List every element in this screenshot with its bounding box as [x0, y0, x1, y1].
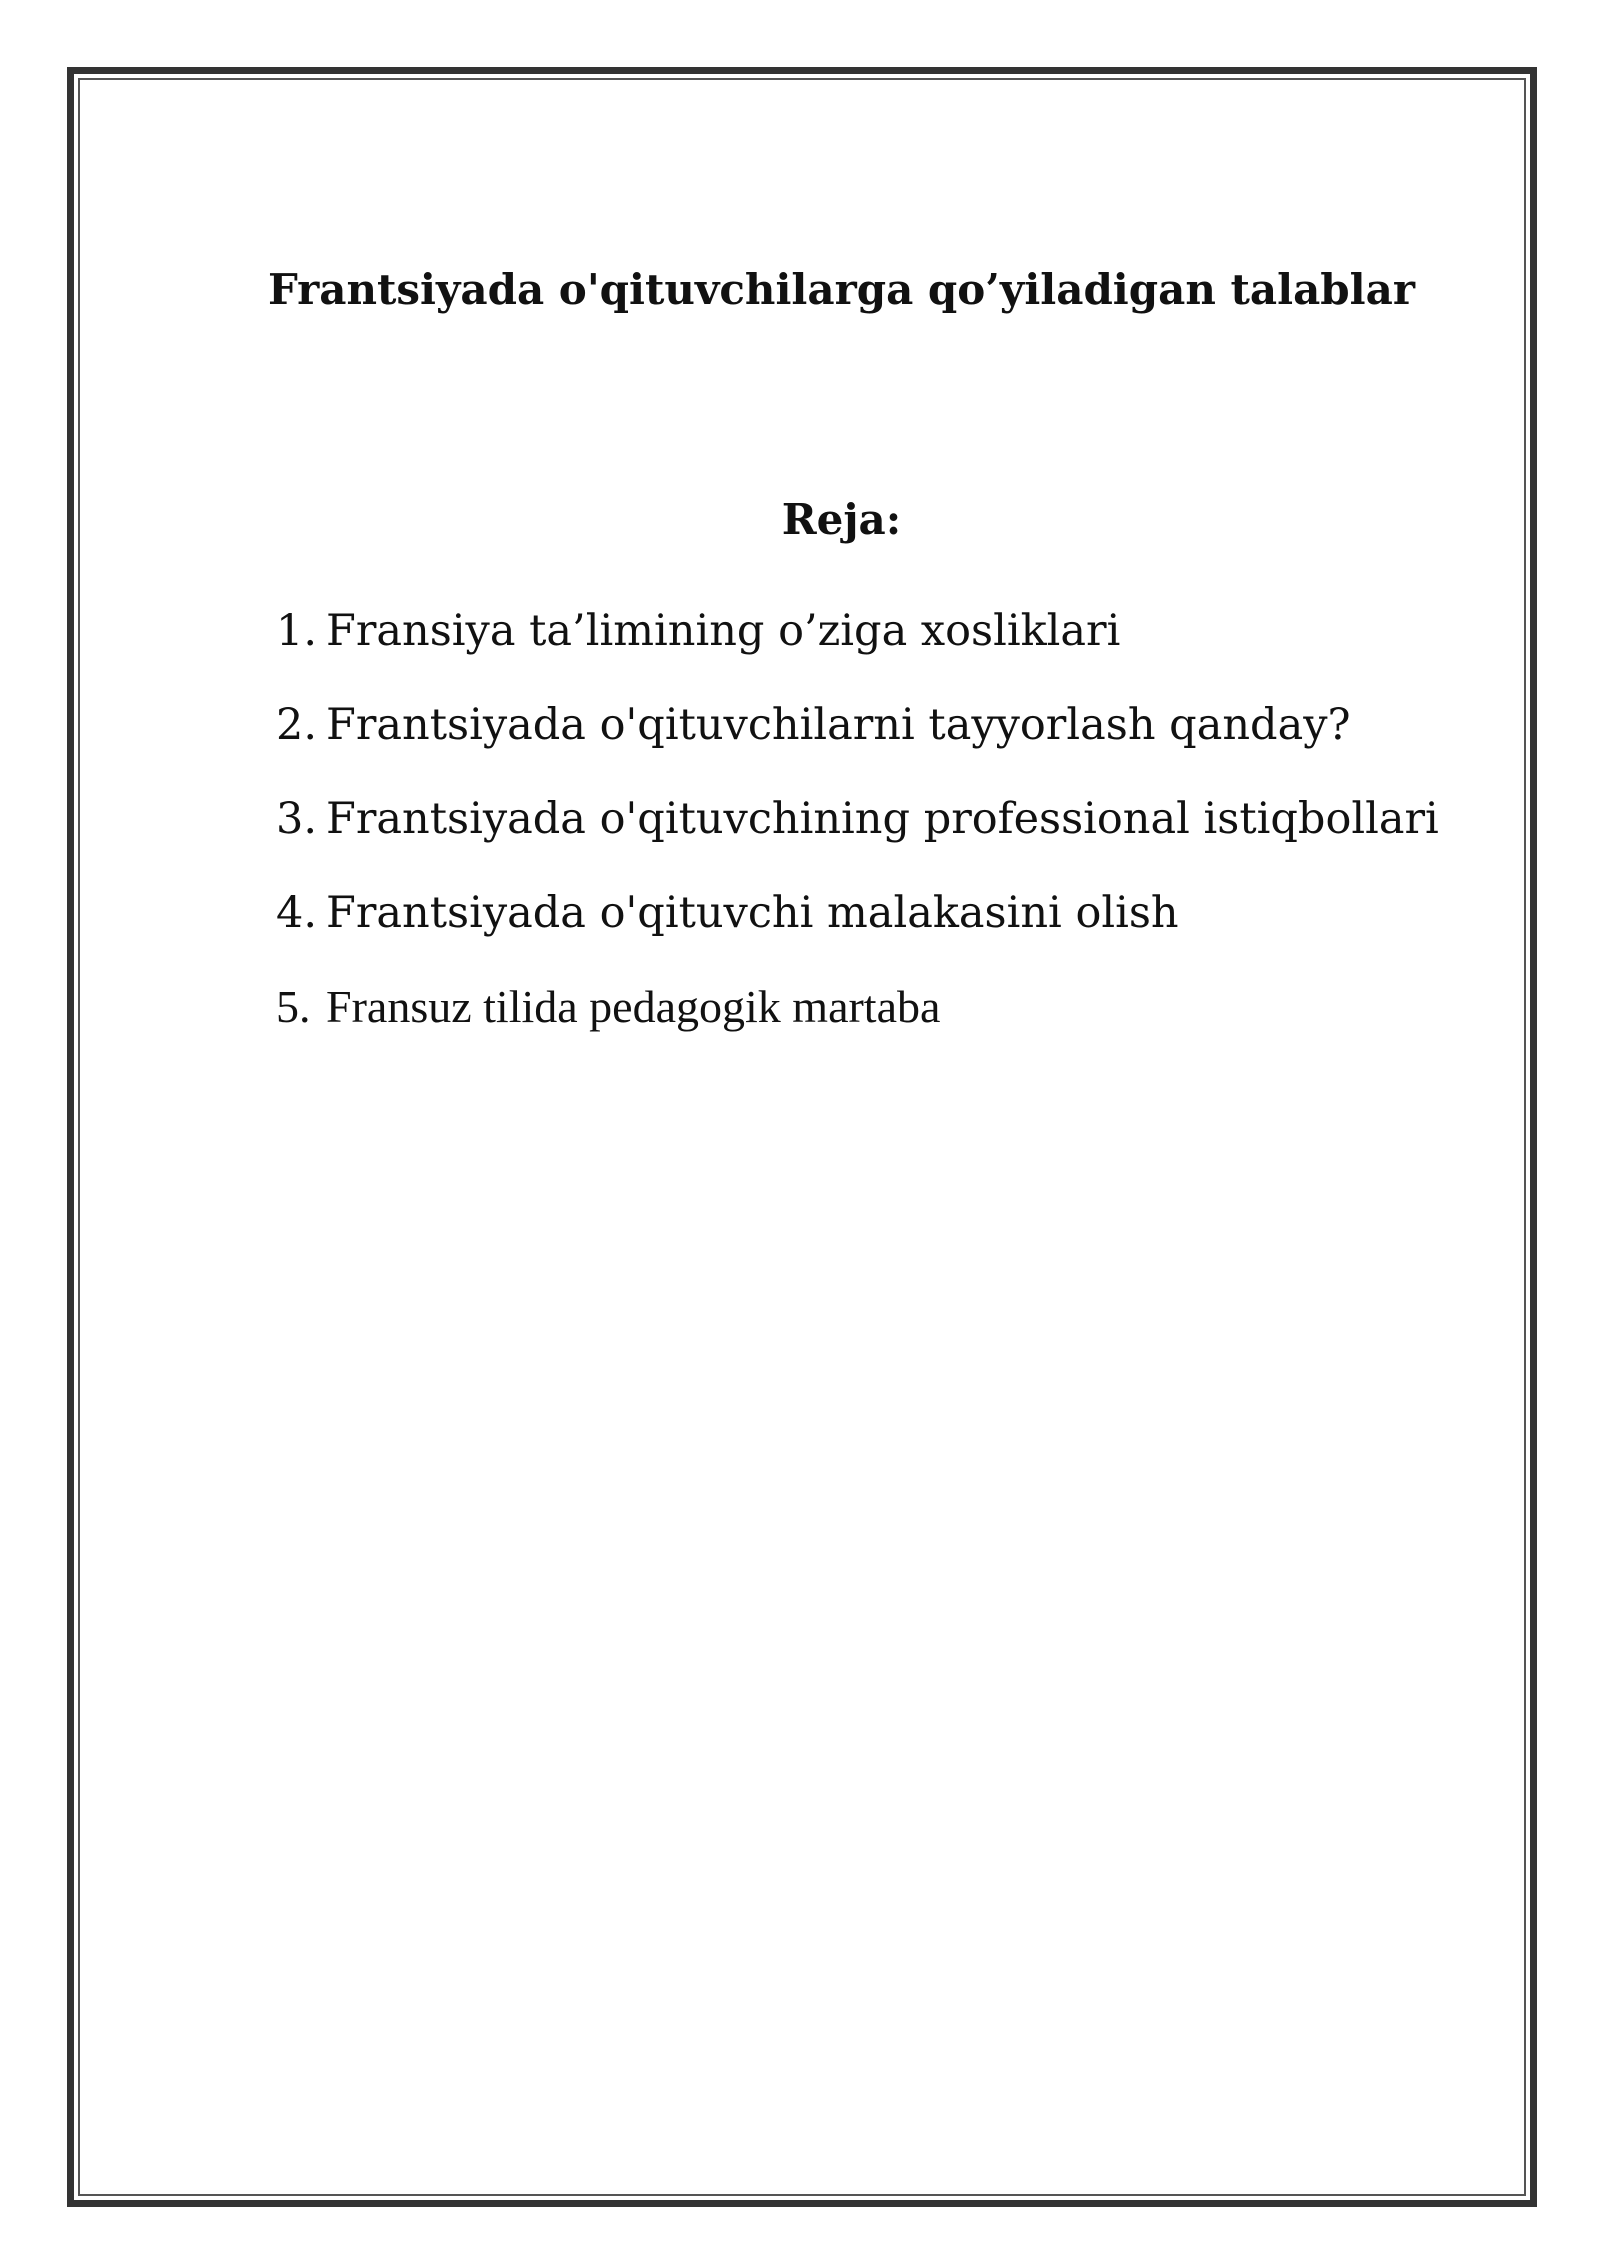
plan-list: [276, 603, 1439, 1073]
plan-item-number: 4.: [276, 888, 318, 938]
plan-item-number: 2.: [276, 700, 318, 750]
plan-item-number: 3.: [276, 794, 318, 844]
plan-item-5: [276, 979, 1439, 1073]
plan-item-text: Fransuz tilida pedagogik martaba: [326, 981, 941, 1032]
plan-item-3: [276, 791, 1439, 885]
plan-item-number: 5.: [276, 981, 311, 1032]
document-title: Frantsiyada o'qituvchilarga qo’yiladigan talablar: [268, 265, 1415, 314]
plan-item-4: [276, 885, 1439, 979]
plan-item-text: Frantsiyada o'qituvchining professional istiqbollari: [326, 794, 1439, 844]
plan-heading: Reja:: [781, 495, 902, 544]
plan-item-2: [276, 697, 1439, 791]
plan-item-text: Frantsiyada o'qituvchi malakasini olish: [326, 888, 1179, 938]
plan-item-text: Frantsiyada o'qituvchilarni tayyorlash qanday?: [326, 700, 1351, 750]
plan-item-number: 1.: [276, 606, 318, 656]
plan-item-1: [276, 603, 1439, 697]
page-border-inner: [78, 78, 1526, 2196]
plan-item-text: Fransiya ta’limining o’ziga xosliklari: [326, 606, 1121, 656]
